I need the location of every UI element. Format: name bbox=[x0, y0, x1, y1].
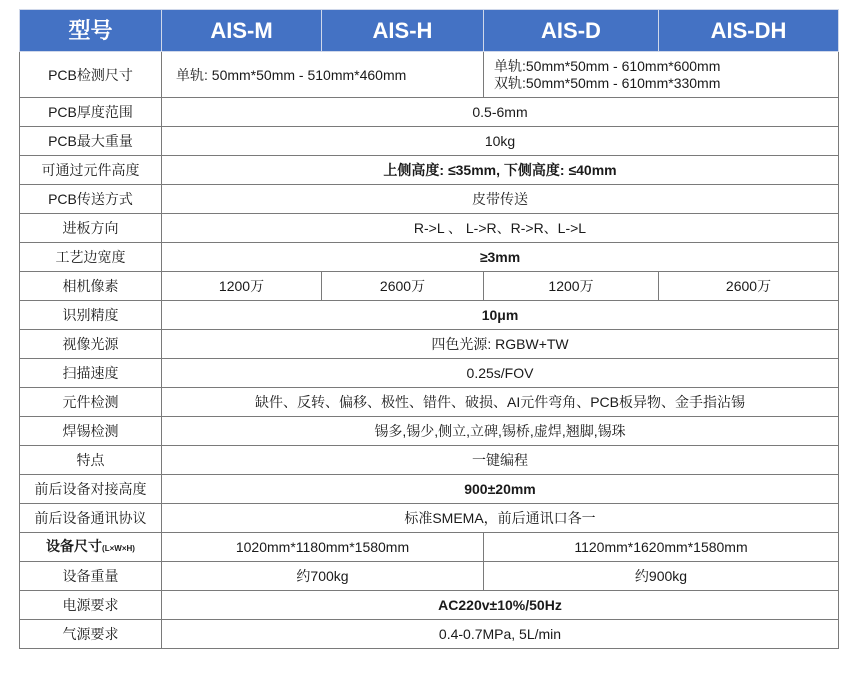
row-protocol bbox=[20, 504, 839, 533]
camera-ais-d: 1200万 bbox=[484, 272, 659, 301]
row-label: 设备重量 bbox=[20, 562, 162, 591]
row-label: 进板方向 bbox=[20, 214, 162, 243]
camera-ais-m: 1200万 bbox=[162, 272, 322, 301]
row-label: PCB传送方式 bbox=[20, 185, 162, 214]
row-value: 标准SMEMA，前后通讯口各一 bbox=[162, 504, 839, 533]
dimensions-mh: 1020mm*1180mm*1580mm bbox=[162, 533, 484, 562]
equipment-weight-d: 约900kg bbox=[484, 562, 839, 591]
header-row bbox=[20, 10, 839, 52]
header-ais-h: AIS-H bbox=[322, 10, 484, 52]
row-label: 元件检测 bbox=[20, 388, 162, 417]
header-ais-d: AIS-D bbox=[484, 10, 659, 52]
row-value: 上侧高度: ≤35mm, 下侧高度: ≤40mm bbox=[162, 156, 839, 185]
pcb-size-mh: 单轨: 50mm*50mm - 510mm*460mm bbox=[162, 52, 484, 98]
camera-ais-h: 2600万 bbox=[322, 272, 484, 301]
row-docking-height bbox=[20, 475, 839, 504]
row-scan-speed bbox=[20, 359, 839, 388]
dimensions-label: 设备尺寸 bbox=[46, 537, 103, 554]
row-label: PCB厚度范围 bbox=[20, 98, 162, 127]
row-equipment-weight bbox=[20, 562, 839, 591]
pcb-size-d-line2: 双轨:50mm*50mm - 610mm*330mm bbox=[494, 74, 721, 91]
row-weight bbox=[20, 127, 839, 156]
row-camera bbox=[20, 272, 839, 301]
row-component-height bbox=[20, 156, 839, 185]
dimensions-d: 1120mm*1620mm*1580mm bbox=[484, 533, 839, 562]
row-component-check bbox=[20, 388, 839, 417]
header-ais-dh: AIS-DH bbox=[659, 10, 839, 52]
row-label: 相机像素 bbox=[20, 272, 162, 301]
pcb-size-d bbox=[484, 52, 839, 98]
row-transport bbox=[20, 185, 839, 214]
row-label bbox=[20, 533, 162, 562]
spec-table bbox=[19, 9, 839, 649]
equipment-weight-mh: 约700kg bbox=[162, 562, 484, 591]
row-air bbox=[20, 620, 839, 649]
row-direction bbox=[20, 214, 839, 243]
row-edge-width bbox=[20, 243, 839, 272]
row-value: AC220v±10%/50Hz bbox=[162, 591, 839, 620]
row-thickness bbox=[20, 98, 839, 127]
row-label: 识别精度 bbox=[20, 301, 162, 330]
row-value: 10μm bbox=[162, 301, 839, 330]
row-label: 扫描速度 bbox=[20, 359, 162, 388]
row-value: 四色光源: RGBW+TW bbox=[162, 330, 839, 359]
row-label: PCB最大重量 bbox=[20, 127, 162, 156]
row-value: 0.25s/FOV bbox=[162, 359, 839, 388]
row-power bbox=[20, 591, 839, 620]
row-label: 工艺边宽度 bbox=[20, 243, 162, 272]
row-precision bbox=[20, 301, 839, 330]
row-label: 气源要求 bbox=[20, 620, 162, 649]
row-value: 皮带传送 bbox=[162, 185, 839, 214]
pcb-size-d-line1: 单轨:50mm*50mm - 610mm*600mm bbox=[494, 57, 721, 74]
row-label: 焊锡检测 bbox=[20, 417, 162, 446]
row-value: 一键编程 bbox=[162, 446, 839, 475]
row-label: 视像光源 bbox=[20, 330, 162, 359]
row-dimensions bbox=[20, 533, 839, 562]
row-value: 0.5-6mm bbox=[162, 98, 839, 127]
row-value: 900±20mm bbox=[162, 475, 839, 504]
row-light bbox=[20, 330, 839, 359]
row-pcb-size bbox=[20, 52, 839, 98]
row-label: 特点 bbox=[20, 446, 162, 475]
dimensions-label-note: (L×W×H) bbox=[102, 543, 135, 553]
row-value: 10kg bbox=[162, 127, 839, 156]
header-model: 型号 bbox=[20, 10, 162, 52]
row-value: 缺件、反转、偏移、极性、错件、破损、AI元件弯角、PCB板异物、金手指沾锡 bbox=[162, 388, 839, 417]
row-value: 0.4-0.7MPa, 5L/min bbox=[162, 620, 839, 649]
row-features bbox=[20, 446, 839, 475]
row-value: 锡多,锡少,侧立,立碑,锡桥,虚焊,翘脚,锡珠 bbox=[162, 417, 839, 446]
row-label: 可通过元件高度 bbox=[20, 156, 162, 185]
row-solder-check bbox=[20, 417, 839, 446]
row-label: 电源要求 bbox=[20, 591, 162, 620]
row-value: R->L 、 L->R、R->R、L->L bbox=[162, 214, 839, 243]
row-label: 前后设备对接高度 bbox=[20, 475, 162, 504]
row-label: 前后设备通讯协议 bbox=[20, 504, 162, 533]
row-value: ≥3mm bbox=[162, 243, 839, 272]
header-ais-m: AIS-M bbox=[162, 10, 322, 52]
camera-ais-dh: 2600万 bbox=[659, 272, 839, 301]
row-label: PCB检测尺寸 bbox=[20, 52, 162, 98]
